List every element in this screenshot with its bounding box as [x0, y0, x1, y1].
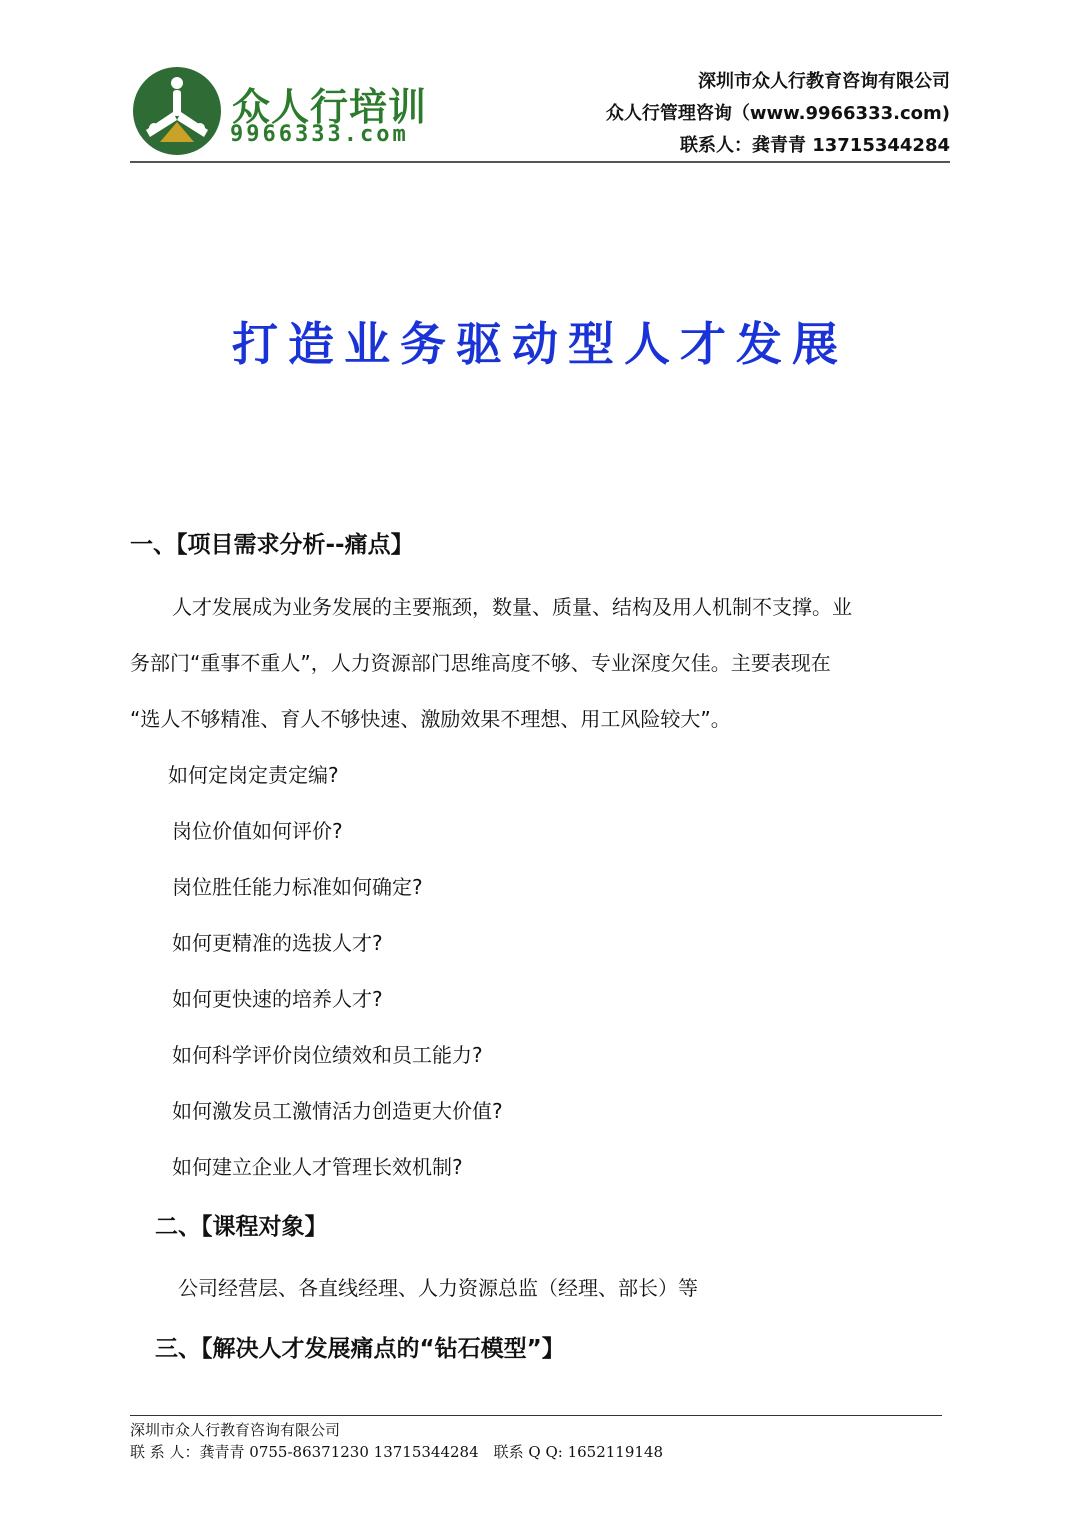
company-contact: 联系人：龚青青 13715344284	[679, 135, 950, 156]
question-item: 如何科学评价岗位绩效和员工能力?	[172, 1043, 483, 1067]
section-2-heading: 二、【课程对象】	[155, 1214, 328, 1240]
question-item: 如何激发员工激情活力创造更大价值?	[172, 1099, 503, 1123]
logo-emblem-icon	[132, 66, 222, 156]
section-1-heading: 一、【项目需求分析--痛点】	[130, 532, 414, 558]
section-3-heading: 三、【解决人才发展痛点的“钻石模型”】	[155, 1336, 565, 1362]
page-header	[130, 62, 950, 162]
company-contact-block	[606, 66, 950, 162]
document-title: 打造业务驱动型人才发展	[232, 317, 848, 371]
question-item: 岗位胜任能力标准如何确定?	[172, 875, 423, 899]
header-divider	[130, 161, 950, 163]
section-1-paragraph-line-1: 人才发展成为业务发展的主要瓶颈，数量、质量、结构及用人机制不支撑。业	[172, 595, 852, 619]
company-logo	[130, 64, 430, 158]
footer-contact: 联 系 人：龚青青 0755-86371230 13715344284 联系 Q Q: 1652119148	[130, 1443, 664, 1461]
section-1-paragraph-line-3: “选人不够精准、育人不够快速、激励效果不理想、用工风险较大”。	[130, 707, 731, 731]
logo-brand-name: 众人行培训	[232, 84, 428, 129]
question-item: 如何更快速的培养人才?	[172, 987, 383, 1011]
question-item: 如何建立企业人才管理长效机制?	[172, 1155, 463, 1179]
question-item: 如何定岗定责定编?	[168, 763, 339, 787]
question-item: 岗位价值如何评价?	[172, 819, 343, 843]
section-2-text: 公司经营层、各直线经理、人力资源总监（经理、部长）等	[178, 1276, 698, 1300]
company-name: 深圳市众人行教育咨询有限公司	[698, 71, 950, 92]
footer-company: 深圳市众人行教育咨询有限公司	[130, 1421, 341, 1439]
question-item: 如何更精准的选拔人才?	[172, 931, 383, 955]
footer-divider	[130, 1415, 942, 1416]
logo-website: 9966333.com	[230, 122, 409, 147]
section-1-paragraph-line-2: 务部门“重事不重人”，人力资源部门思维高度不够、专业深度欠佳。主要表现在	[130, 651, 831, 675]
company-website: 众人行管理咨询（www.9966333.com)	[605, 103, 950, 124]
